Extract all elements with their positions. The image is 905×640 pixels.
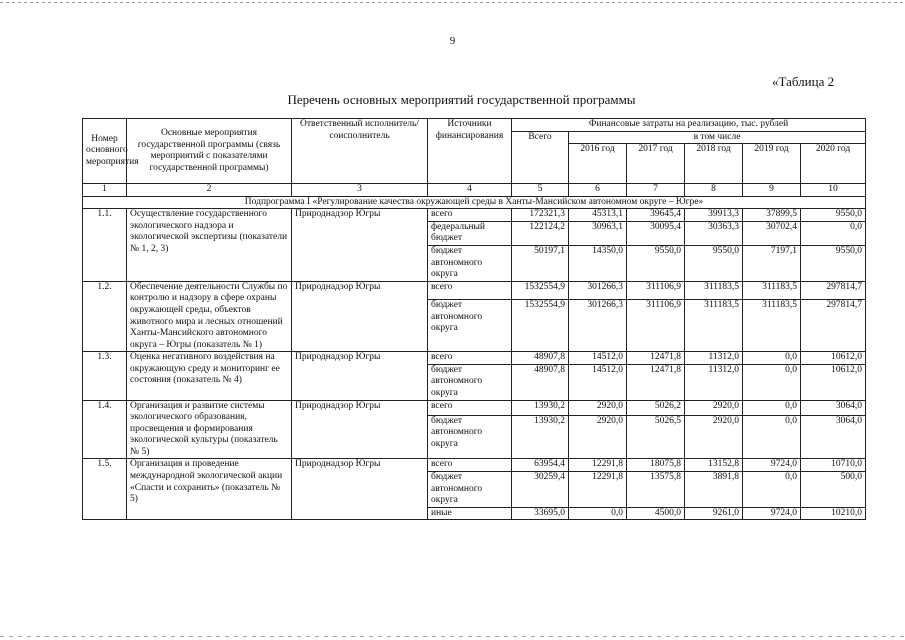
amount-year: 311183,5: [685, 281, 743, 299]
amount-year: 9550,0: [685, 246, 743, 282]
funding-source: всего: [428, 281, 512, 299]
amount-year: 11312,0: [685, 352, 743, 365]
amount-year: 14350,0: [569, 246, 627, 282]
amount-year: 10710,0: [801, 459, 866, 472]
scan-edge-bottom: [0, 636, 905, 637]
amount-year: 10612,0: [801, 364, 866, 400]
event-description: Обеспечение деятельности Службы по контролю и надзору в сфере охраны окружающей среды, объектов животного мира и лесных отношений Ханты-Мансийского автономного округа – Югры (показатель № 1): [127, 281, 292, 351]
amount-year: 311183,5: [685, 300, 743, 352]
amount-year: 10612,0: [801, 352, 866, 365]
table-row: [83, 352, 866, 365]
amount-year: 9550,0: [801, 246, 866, 282]
subprogram-row: [83, 196, 866, 209]
amount-total: 122124,2: [512, 221, 569, 245]
amount-year: 7197,1: [743, 246, 801, 282]
header-total: Всего: [512, 131, 569, 184]
amount-year: 297814,7: [801, 300, 866, 352]
amount-year: 311106,9: [627, 281, 685, 299]
amount-year: 301266,3: [569, 281, 627, 299]
funding-source: бюджет автономного округа: [428, 472, 512, 508]
table-row: [83, 281, 866, 299]
amount-year: 13575,8: [627, 472, 685, 508]
amount-total: 1532554,9: [512, 300, 569, 352]
amount-total: 50197,1: [512, 246, 569, 282]
event-executor: Природнадзор Югры: [292, 459, 428, 520]
column-number: 3: [292, 184, 428, 197]
event-executor: Природнадзор Югры: [292, 400, 428, 459]
event-number: 1.1.: [83, 209, 127, 281]
column-number: 9: [743, 184, 801, 197]
amount-year: 3891,8: [685, 472, 743, 508]
amount-year: 0,0: [743, 364, 801, 400]
amount-total: 172321,3: [512, 209, 569, 222]
header-executor: Ответственный исполнитель/соисполнитель: [292, 119, 428, 184]
funding-source: бюджет автономного округа: [428, 300, 512, 352]
amount-year: 9550,0: [627, 246, 685, 282]
events-table: [82, 118, 866, 520]
event-description: Организация и развитие системы экологического образования, просвещения и формирования экологической культуры (показатель № 5): [127, 400, 292, 459]
column-number: 1: [83, 184, 127, 197]
amount-year: 0,0: [743, 352, 801, 365]
amount-year: 37899,5: [743, 209, 801, 222]
event-executor: Природнадзор Югры: [292, 352, 428, 400]
table-label: «Таблица 2: [772, 74, 835, 89]
amount-year: 0,0: [743, 400, 801, 415]
header-year: 2020 год: [801, 144, 866, 184]
header-year: 2016 год: [569, 144, 627, 184]
event-executor: Природнадзор Югры: [292, 281, 428, 351]
event-description: Оценка негативного воздействия на окружающую среду и мониторинг ее состояния (показатель № 4): [127, 352, 292, 400]
amount-year: 9261,0: [685, 507, 743, 520]
amount-year: 39913,3: [685, 209, 743, 222]
table-row: [83, 209, 866, 222]
header-number: Номер основного мероприятия: [83, 119, 127, 184]
amount-year: 0,0: [801, 221, 866, 245]
amount-total: 30259,4: [512, 472, 569, 508]
amount-total: 13930,2: [512, 415, 569, 459]
funding-source: бюджет автономного округа: [428, 364, 512, 400]
amount-year: 30702,4: [743, 221, 801, 245]
amount-year: 4500,0: [627, 507, 685, 520]
subprogram-title: Подпрограмма I «Регулирование качества окружающей среды в Ханты-Мансийском автономном округе – Югре»: [83, 196, 866, 209]
amount-year: 2920,0: [685, 400, 743, 415]
amount-year: 0,0: [743, 472, 801, 508]
header-sources: Источники финансирования: [428, 119, 512, 184]
amount-year: 30963,1: [569, 221, 627, 245]
amount-year: 14512,0: [569, 352, 627, 365]
amount-year: 301266,3: [569, 300, 627, 352]
header-year: 2019 год: [743, 144, 801, 184]
amount-year: 13152,8: [685, 459, 743, 472]
amount-year: 10210,0: [801, 507, 866, 520]
amount-year: 311183,5: [743, 300, 801, 352]
funding-source: бюджет автономного округа: [428, 246, 512, 282]
amount-year: 2920,0: [569, 400, 627, 415]
amount-total: 48907,8: [512, 352, 569, 365]
amount-year: 45313,1: [569, 209, 627, 222]
funding-source: всего: [428, 459, 512, 472]
amount-year: 0,0: [569, 507, 627, 520]
column-number: 2: [127, 184, 292, 197]
amount-total: 63954,4: [512, 459, 569, 472]
page-title: Перечень основных мероприятий государственной программы: [287, 92, 636, 107]
header-finance: Финансовые затраты на реализацию, тыс. рублей: [512, 119, 866, 132]
amount-year: 12291,8: [569, 472, 627, 508]
amount-year: 0,0: [743, 415, 801, 459]
amount-year: 30095,4: [627, 221, 685, 245]
amount-year: 297814,7: [801, 281, 866, 299]
table-row: [83, 459, 866, 472]
event-description: Организация и проведение международной экологической акции «Спасти и сохранить» (показатель № 5): [127, 459, 292, 520]
event-number: 1.3.: [83, 352, 127, 400]
column-number: 10: [801, 184, 866, 197]
header-including: в том числе: [569, 131, 866, 144]
amount-year: 9724,0: [743, 507, 801, 520]
event-description: Осуществление государственного экологического надзора и экологической экспертизы (показатели № 1, 2, 3): [127, 209, 292, 281]
amount-year: 18075,8: [627, 459, 685, 472]
amount-year: 12291,8: [569, 459, 627, 472]
event-executor: Природнадзор Югры: [292, 209, 428, 281]
amount-year: 311183,5: [743, 281, 801, 299]
header-year: 2018 год: [685, 144, 743, 184]
header-year: 2017 год: [627, 144, 685, 184]
table-row: [83, 400, 866, 415]
column-number: 5: [512, 184, 569, 197]
funding-source: всего: [428, 209, 512, 222]
amount-year: 12471,8: [627, 352, 685, 365]
amount-year: 30363,3: [685, 221, 743, 245]
scan-edge-top: [0, 2, 905, 3]
amount-year: 5026,2: [627, 400, 685, 415]
funding-source: федеральный бюджет: [428, 221, 512, 245]
page-number: 9: [449, 35, 456, 47]
amount-year: 2920,0: [685, 415, 743, 459]
amount-year: 39645,4: [627, 209, 685, 222]
column-number: 6: [569, 184, 627, 197]
amount-year: 14512,0: [569, 364, 627, 400]
column-number: 7: [627, 184, 685, 197]
amount-total: 33695,0: [512, 507, 569, 520]
amount-year: 12471,8: [627, 364, 685, 400]
event-number: 1.4.: [83, 400, 127, 459]
funding-source: всего: [428, 352, 512, 365]
amount-year: 3064,0: [801, 400, 866, 415]
event-number: 1.2.: [83, 281, 127, 351]
amount-year: 9724,0: [743, 459, 801, 472]
amount-total: 48907,8: [512, 364, 569, 400]
amount-year: 9550,0: [801, 209, 866, 222]
funding-source: всего: [428, 400, 512, 415]
amount-year: 3064,0: [801, 415, 866, 459]
amount-year: 5026,5: [627, 415, 685, 459]
amount-year: 311106,9: [627, 300, 685, 352]
funding-source: бюджет автономного округа: [428, 415, 512, 459]
header-event: Основные мероприятия государственной программы (связь мероприятий с показателями государственной программы): [127, 119, 292, 184]
amount-total: 1532554,9: [512, 281, 569, 299]
column-number: 4: [428, 184, 512, 197]
event-number: 1.5.: [83, 459, 127, 520]
column-number-row: [83, 184, 866, 197]
column-number: 8: [685, 184, 743, 197]
amount-year: 500,0: [801, 472, 866, 508]
amount-year: 11312,0: [685, 364, 743, 400]
amount-total: 13930,2: [512, 400, 569, 415]
funding-source: иные: [428, 507, 512, 520]
amount-year: 2920,0: [569, 415, 627, 459]
